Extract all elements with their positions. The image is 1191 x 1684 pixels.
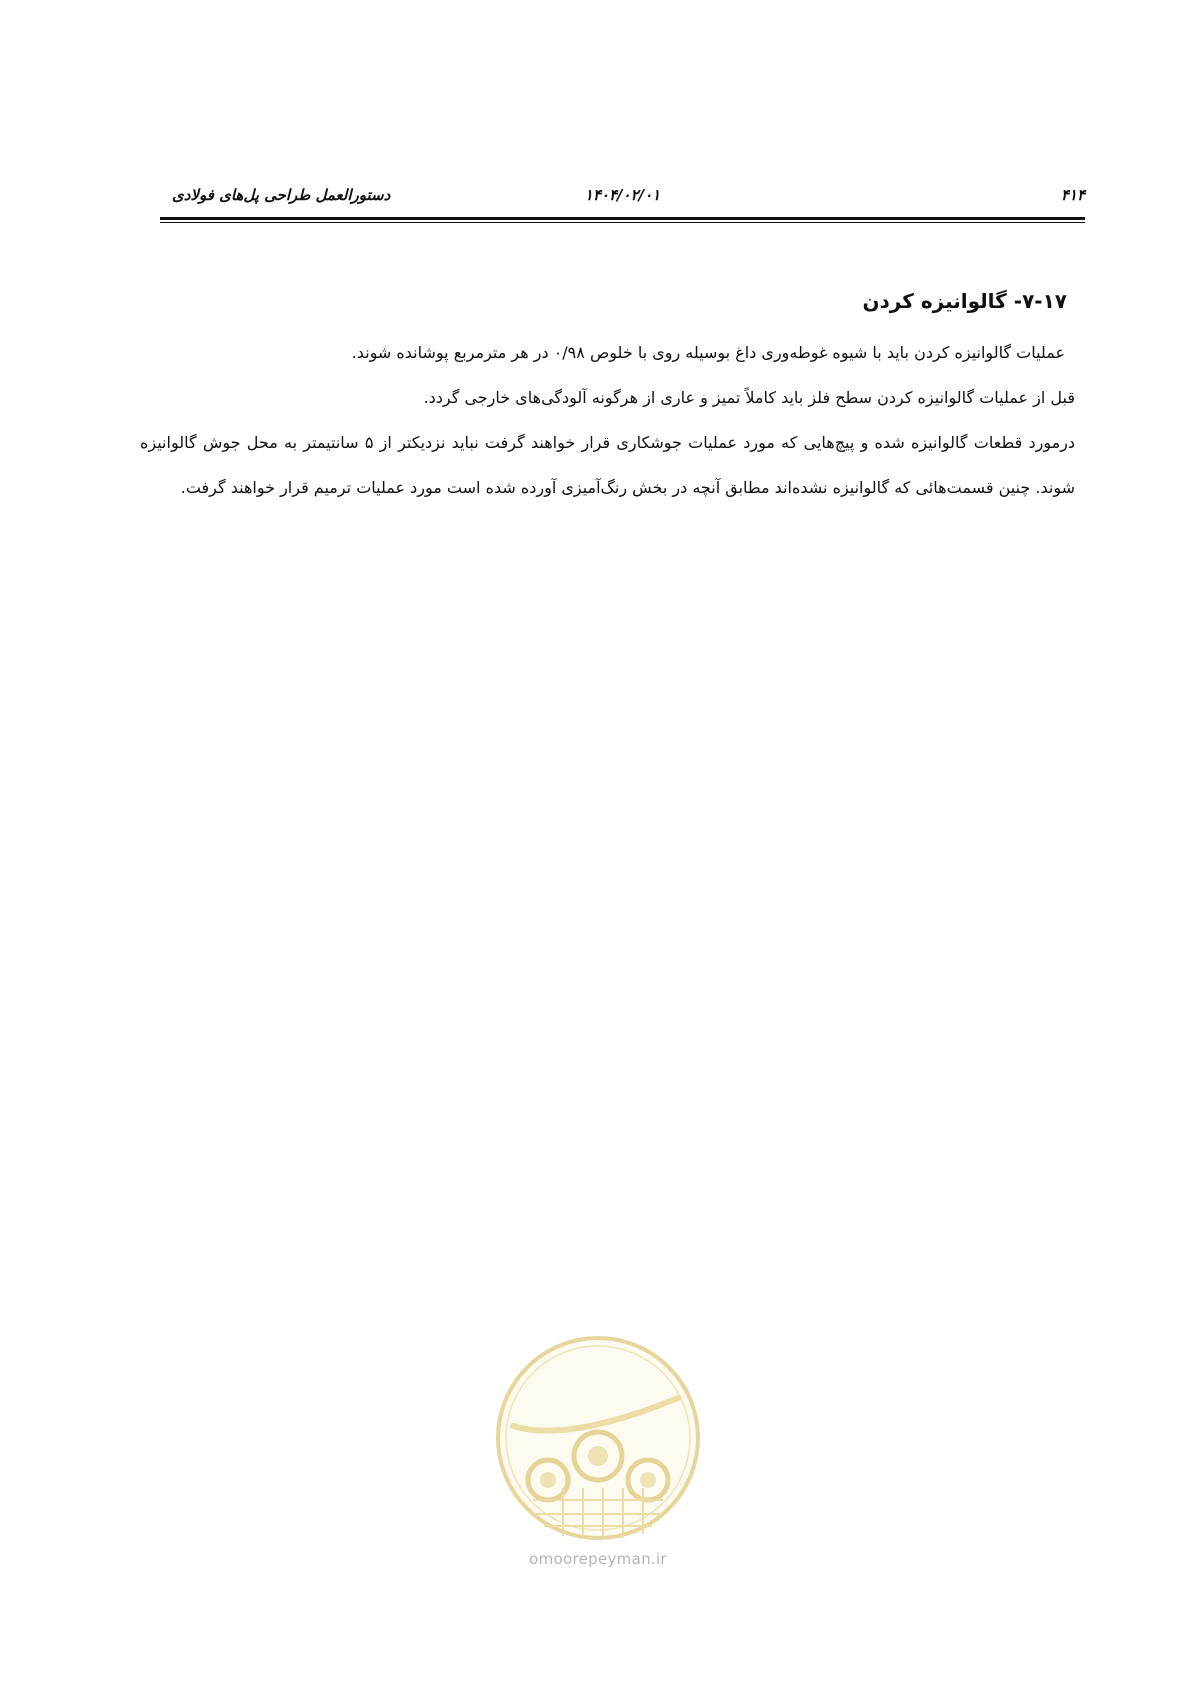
header-date: ۱۴۰۴/۰۲/۰۱ <box>584 186 661 204</box>
watermark-logo <box>488 1328 708 1578</box>
section-body <box>140 282 1075 510</box>
section-title: ۷-۱۷- گالوانیزه کردن <box>862 289 1067 313</box>
seal-icon <box>488 1328 708 1548</box>
paragraph-1: عملیات گالوانیزه کردن باید با شیوه غوطه‌وری داغ بوسیله روی با خلوص ۰/۹۸ در هر مترمربع پوشانده شوند. <box>351 343 1065 362</box>
page-header <box>160 186 1085 206</box>
watermark-site: omoorepeyman.ir <box>529 1550 667 1568</box>
paragraph-2: قبل از عملیات گالوانیزه کردن سطح فلز باید کاملاً تمیز و عاری از هرگونه آلودگی‌های خارجی گردد. <box>423 388 1075 407</box>
header-rule-thin <box>160 222 1085 223</box>
document-title: دستورالعمل طراحی پل‌های فولادی <box>172 186 391 204</box>
page-number: ۴۱۴ <box>1060 186 1085 204</box>
paragraph-3: درمورد قطعات گالوانیزه شده و پیچ‌هایی که مورد عملیات جوشکاری قرار خواهند گرفت نباید نزدیکتر از ۵ سانتیمتر به محل جوش گالوانیزه شوند. چنین قسمت‌هائی که گالوانیزه نشده‌اند مطابق آنچه در بخش رنگ‌آمیزی آورده شده است مورد عملیات ترمیم قرار خواهند گرفت. <box>140 433 1076 497</box>
header-rule-thick <box>160 217 1085 220</box>
